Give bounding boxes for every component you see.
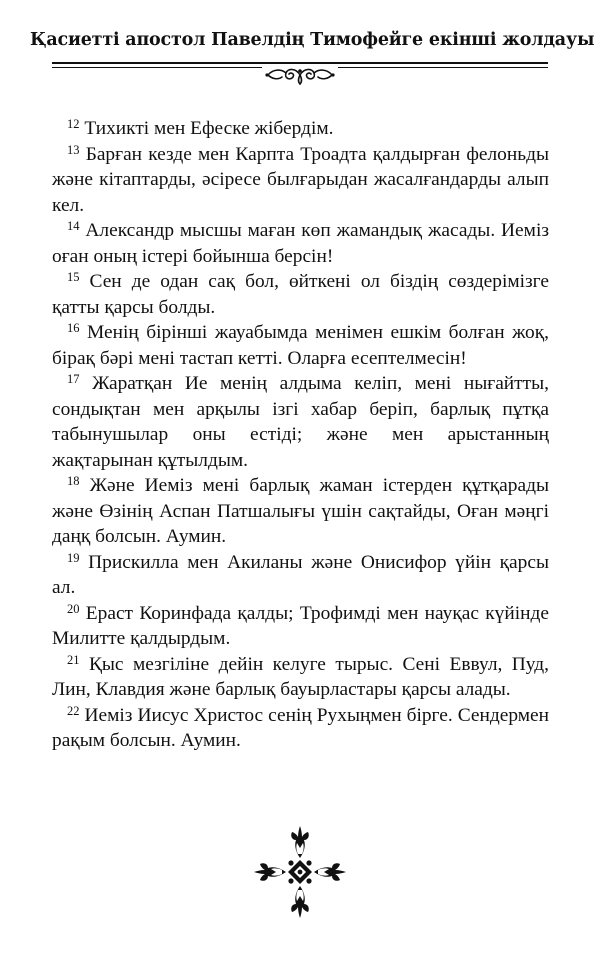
verse-text: Қыс мезгіліне дейін келуге тырыс. Сені Еввул, Пуд, Лин, Клавдия және барлық бауырластары қарсы алады. (52, 653, 549, 700)
verse-number: 13 (67, 142, 80, 157)
verse-text: Барған кезде мен Карпта Троадта қалдырған фелоньды және кітаптарды, әсіресе былғарыдан жасалғандарды алып кел. (52, 143, 549, 216)
verse (52, 320, 549, 371)
running-head-title: Қасиетті апостол Павелдің Тимофейге екінші жолдауы (30, 30, 595, 50)
verse-number: 12 (67, 117, 80, 131)
verse (52, 601, 549, 652)
verse (52, 218, 549, 269)
verse-text: Александр мысшы маған көп жамандық жасады. Иеміз оған оның істері бойынша берсін! (52, 220, 549, 267)
verse (52, 473, 549, 550)
verse (52, 703, 549, 754)
scripture-text (52, 116, 549, 754)
verse-text: Жаратқан Ие менің алдыма келіп, мені нығайтты, сондықтан мен арқылы ізгі хабар беріп, барлық пұтқа табынушылар оны естіді; және мен арыстанның жақтарынан құтылдым. (52, 373, 549, 471)
verse-number: 14 (67, 219, 80, 233)
verse (52, 269, 549, 320)
verse-number: 17 (67, 372, 80, 386)
verse (52, 550, 549, 601)
verse-number: 20 (67, 601, 80, 616)
verse-text: Ераст Коринфада қалды; Трофимді мен науқас күйінде Милитте қалдырдым. (52, 602, 549, 649)
verse-number: 19 (67, 550, 80, 565)
verse (52, 652, 549, 703)
verse-text: Сен де одан сақ бол, өйткені ол біздің сөздерімізге қатты қарсы болды. (52, 271, 549, 318)
scroll-ornament-icon (262, 64, 338, 86)
verse-number: 18 (67, 474, 80, 488)
verse-text: Прискилла мен Акиланы және Онисифор үйін қарсы ал. (52, 551, 549, 598)
verse-text: Иеміз Иисус Христос сенің Рухыңмен бірге. Сендермен рақым болсын. Аумин. (52, 704, 549, 751)
verse-text: Және Иеміз мені барлық жаман істерден құтқарады және Өзінің Аспан Патшалығы үшін сақтайды, Оған мәңгі даңқ болсын. Аумин. (52, 475, 549, 547)
floral-cross-ornament-icon (252, 824, 348, 920)
verse-number: 22 (67, 703, 80, 718)
verse (52, 142, 549, 219)
verse-number: 15 (67, 270, 80, 284)
verse (52, 371, 549, 473)
verse-text: Тихикті мен Ефеске жібердім. (84, 118, 334, 139)
verse-number: 21 (67, 652, 80, 667)
verse-number: 16 (67, 321, 80, 335)
verse (52, 116, 549, 142)
verse-text: Менің бірінші жауабымда менімен ешкім болған жоқ, бірақ бәрі мені тастап кетті. Оларға есептелмесін! (52, 322, 549, 369)
